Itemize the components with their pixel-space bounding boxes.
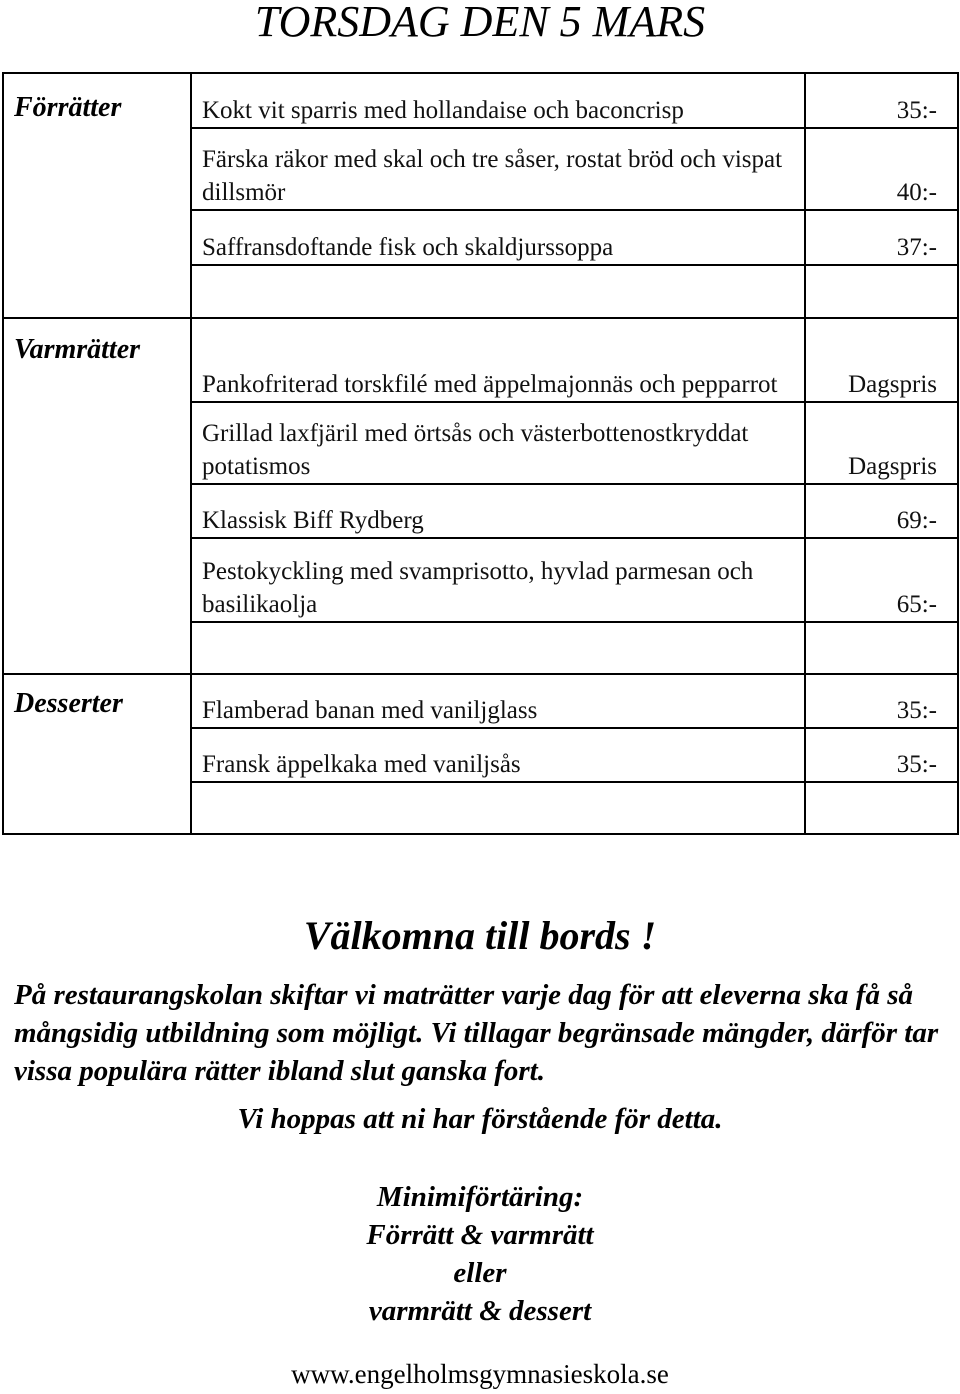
dish-name: Pestokyckling med svamprisotto, hyvlad parmesan och basilikaolja [191, 538, 805, 622]
dish-name: Grillad laxfjäril med örtsås och västerbottenostkryddat potatismos [191, 402, 805, 484]
welcome-heading: Välkomna till bords ! [303, 913, 657, 958]
dish-price: 40:- [805, 128, 958, 210]
dish-price: 37:- [805, 210, 958, 265]
category-desserts: Desserter [3, 674, 191, 834]
empty-cell [191, 622, 805, 674]
dish-name: Saffransdoftande fisk och skaldjurssoppa [191, 210, 805, 265]
dish-price: 69:- [805, 484, 958, 538]
dish-name: Flamberad banan med vaniljglass [191, 674, 805, 728]
menu-row [3, 674, 958, 728]
dish-name: Klassisk Biff Rydberg [191, 484, 805, 538]
dish-name: Kokt vit sparris med hollandaise och baconcrisp [191, 73, 805, 128]
dish-price: 35:- [805, 674, 958, 728]
empty-cell [805, 782, 958, 834]
dish-price: 35:- [805, 73, 958, 128]
menu-table [2, 72, 959, 835]
empty-cell [191, 265, 805, 318]
minimum-option-1: Förrätt & varmrätt [366, 1219, 594, 1251]
dish-price: Dagspris [805, 402, 958, 484]
empty-cell [805, 265, 958, 318]
minimum-or: eller [453, 1257, 507, 1289]
minimum-option-2: varmrätt & dessert [368, 1295, 592, 1327]
dish-price: Dagspris [805, 318, 958, 402]
dish-price: 65:- [805, 538, 958, 622]
dish-name: Färska räkor med skal och tre såser, rostat bröd och vispat dillsmör [191, 128, 805, 210]
info-paragraph: På restaurangskolan skiftar vi maträtter varje dag för att eleverna ska få så mångsidig utbildning som möjligt. Vi tillagar begränsade mängder, därför tar vissa populära rätter ibland slut ganska fort. [14, 979, 939, 1087]
menu-row [3, 318, 958, 402]
category-mains: Varmrätter [3, 318, 191, 674]
minimum-heading: Minimiförtäring: [376, 1181, 584, 1213]
empty-cell [805, 622, 958, 674]
website-link[interactable]: www.engelholmsgymnasieskola.se [291, 1359, 669, 1389]
dish-name: Fransk äppelkaka med vaniljsås [191, 728, 805, 782]
hope-text: Vi hoppas att ni har förstående för detta. [237, 1103, 723, 1135]
menu-row [3, 73, 958, 128]
dish-name: Pankofriterad torskfilé med äppelmajonnäs och pepparrot [191, 318, 805, 402]
empty-cell [191, 782, 805, 834]
category-starters: Förrätter [3, 73, 191, 318]
page-title: TORSDAG DEN 5 MARS [254, 0, 706, 46]
minimum-order-block [0, 1178, 960, 1330]
dish-price: 35:- [805, 728, 958, 782]
